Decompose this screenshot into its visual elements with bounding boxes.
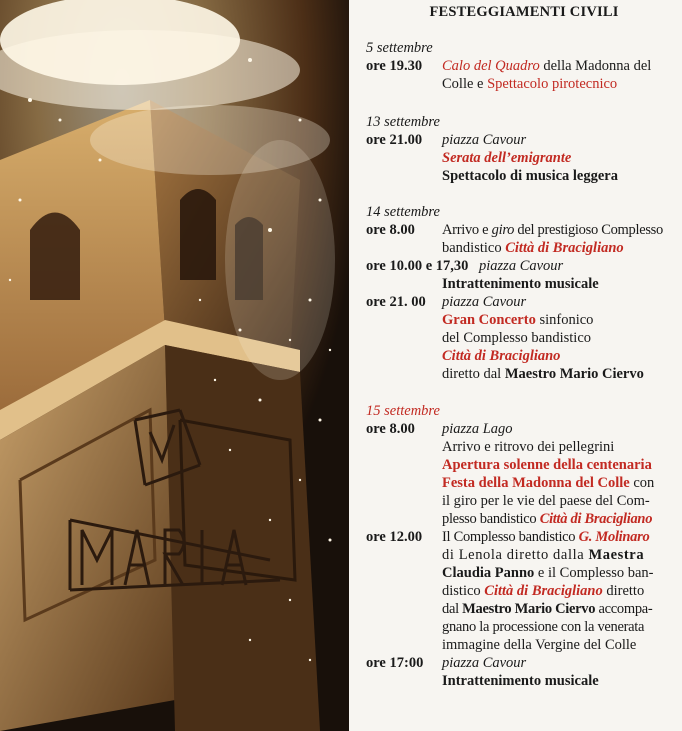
event-place: piazza Cavour [442, 655, 527, 671]
page-title: FESTEGGIAMENTI CIVILI [429, 4, 619, 20]
event-line: del Complesso bandistico [442, 330, 592, 346]
event-time: ore 8.00 [366, 421, 415, 437]
event-line: Apertura solenne della centenaria [442, 457, 652, 473]
date-5-settembre: 5 settembre [366, 40, 433, 56]
event-line: Festa della Madonna del Colle con [442, 475, 655, 491]
event-line: Arrivo e ritrovo dei pellegrini [442, 439, 615, 455]
date-15-settembre: 15 settembre [366, 403, 440, 419]
event-line: bandistico Città di Bracigliano [442, 240, 624, 256]
event-time: ore 17:00 [366, 655, 424, 671]
event-time: ore 12.00 [366, 529, 423, 545]
event-place: piazza Lago [442, 421, 513, 437]
event-line: plesso bandistico Città di Bracigliano [442, 511, 653, 527]
program-page [349, 0, 682, 731]
event-line: il giro per le vie del paese del Com- [442, 493, 650, 509]
event-line: Il Complesso bandistico G. Molinaro [442, 529, 650, 545]
event-time: ore 21.00 [366, 132, 423, 148]
event-line: diretto dal Maestro Mario Ciervo [442, 366, 644, 382]
event-place: piazza Cavour [442, 294, 527, 310]
event-name: Serata dell’emigrante [442, 150, 572, 166]
event-line: di Lenola diretto dalla Maestra [442, 547, 645, 563]
event-line: Calo del Quadro della Madonna del [442, 58, 652, 74]
event-time: ore 21. 00 [366, 294, 426, 310]
event-line: gnano la processione con la venerata [442, 619, 645, 635]
event-description: Intrattenimento musicale [442, 673, 599, 689]
event-description: Spettacolo di musica leggera [442, 168, 618, 184]
event-line: dal Maestro Mario Ciervo accompa- [442, 601, 653, 617]
event-line: Claudia Panno e il Complesso ban- [442, 565, 654, 581]
date-14-settembre: 14 settembre [366, 204, 440, 220]
event-time: ore 19.30 [366, 58, 423, 74]
event-time: ore 10.00 e 17,30 [366, 258, 469, 274]
event-line: Gran Concerto sinfonico [442, 312, 594, 328]
event-line: immagine della Vergine del Colle [442, 637, 637, 653]
event-line: Arrivo e giro del prestigioso Complesso [442, 222, 663, 238]
event-line: Città di Bracigliano [442, 348, 561, 364]
event-place: piazza Cavour [479, 258, 564, 274]
event-description: Intrattenimento musicale [442, 276, 599, 292]
event-place: piazza Cavour [442, 132, 527, 148]
event-line: Colle e Spettacolo pirotecnico [442, 76, 618, 92]
date-13-settembre: 13 settembre [366, 114, 440, 130]
event-time: ore 8.00 [366, 222, 415, 238]
event-line: distico Città di Bracigliano diretto [442, 583, 645, 599]
